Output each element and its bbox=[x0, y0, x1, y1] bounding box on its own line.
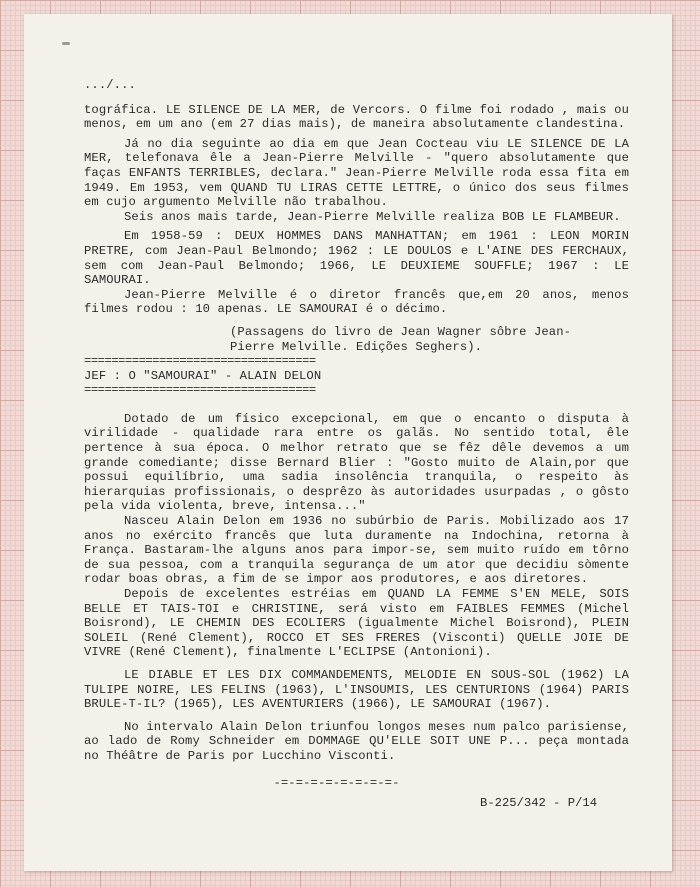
source-note: (Passagens do livro de Jean Wagner sôbre Jean-Pierre Melville. Edições Seghers). bbox=[230, 324, 572, 354]
paragraph-2: Já no dia seguinte ao dia em que Jean Cocteau viu LE SILENCE DE LA MER, telefonava êle a Jean-Pierre Melville - "quero absolutamente que faças ENFANTS TERRIBLES, declara." Jean-Pierre Melville roda essa fita em 1949. Em 1953, vem QUAND TU LIRAS CETTE LETTRE, o único dos seus filmes em cujo argumento Melville não trabalhou. bbox=[84, 136, 629, 210]
reference-code: B-225/342 - P/14 bbox=[480, 796, 598, 810]
continuation-mark: .../... bbox=[84, 78, 136, 92]
paragraph-1: tográfica. LE SILENCE DE LA MER, de Vercors. O filme foi rodado , mais ou menos, em um ano (em 27 dias mais), de maneira absolutamente clandestina. bbox=[84, 102, 629, 132]
paragraph-7: Nasceu Alain Delon em 1936 no subúrbio de Paris. Mobilizado aos 17 anos no exército francês que luta duramente na Indochina, retorna à França. Bastaram-lhe alguns anos para impor-se, sem muito ruído em tôrno de sua pessoa, com a tranquila segurança de um ator que decidiu sòmente rodar boas obras, a fim de se impor aos produtores, e aos diretores. bbox=[84, 514, 629, 587]
section-title: JEF : O "SAMOURAI" - ALAIN DELON bbox=[84, 368, 322, 383]
paragraph-6: Dotado de um físico excepcional, em que o encanto o disputa à virilidade - qualidade rara entre os galãs. No sentido total, êle pertence à sua época. O melhor retrato que se fêz dêle devemos a um grande comediante; disse Bernard Blier : "Gosto muito de Alain,por que possui equilíbrio, uma sadia insolência tranquila, o respeito às hierarquias profissionais, o desprêzo às autoridades usurpadas , o gôsto pela vida violenta, breve, intensa..." bbox=[84, 411, 629, 514]
paragraph-5: Jean-Pierre Melville é o diretor francês que,em 20 anos, menos filmes rodou : 10 apenas. LE SAMOURAI é o décimo. bbox=[84, 287, 629, 317]
paragraph-8: Depois de excelentes estréias em QUAND LA FEMME S'EN MELE, SOIS BELLE ET TAIS-TOI e CHRISTINE, será visto em FAIBLES FEMMES (Michel Boisrond), LE CHEMIN DES ECOLIERS (igualmente Michel Boisrond), PLEIN SOLEIL (René Clement), ROCCO ET SES FRERES (Visconti) QUELLE JOIE DE VIVRE (René Clement), finalmente L'ECLIPSE (Antonioni). bbox=[84, 587, 629, 660]
staple-mark bbox=[62, 42, 70, 45]
end-mark: -=-=-=-=-=-=-=-=- bbox=[273, 775, 400, 790]
document-page bbox=[24, 14, 672, 871]
document-body bbox=[84, 78, 629, 790]
paragraph-3: Seis anos mais tarde, Jean-Pierre Melville realiza BOB LE FLAMBEUR. bbox=[124, 209, 621, 224]
separator-top: ================================== bbox=[84, 354, 316, 369]
separator-bottom: ================================== bbox=[84, 383, 316, 398]
paragraph-9: LE DIABLE ET LES DIX COMMANDEMENTS, MELODIE EN SOUS-SOL (1962) LA TULIPE NOIRE, LES FELINS (1963), L'INSOUMIS, LES CENTURIONS (1964) PARIS BRULE-T-IL? (1965), LES AVENTURIERS (1966), LE SAMOURAI (1967). bbox=[84, 667, 629, 712]
paragraph-10: No intervalo Alain Delon triunfou longos meses num palco parisiense, ao lado de Romy Schneider em DOMMAGE QU'ELLE SOIT UNE P... peça montada no Théâtre de Paris por Lucchino Visconti. bbox=[84, 719, 629, 763]
paragraph-4: Em 1958-59 : DEUX HOMMES DANS MANHATTAN; em 1961 : LEON MORIN PRETRE, com Jean-Paul Belmondo; 1962 : LE DOULOS e L'AINE DES FERCHAUX, sem com Jean-Paul Belmondo; 1966, LE DEUXIEME SOUFFLE; 1967 : LE SAMOURAI. bbox=[84, 229, 629, 288]
